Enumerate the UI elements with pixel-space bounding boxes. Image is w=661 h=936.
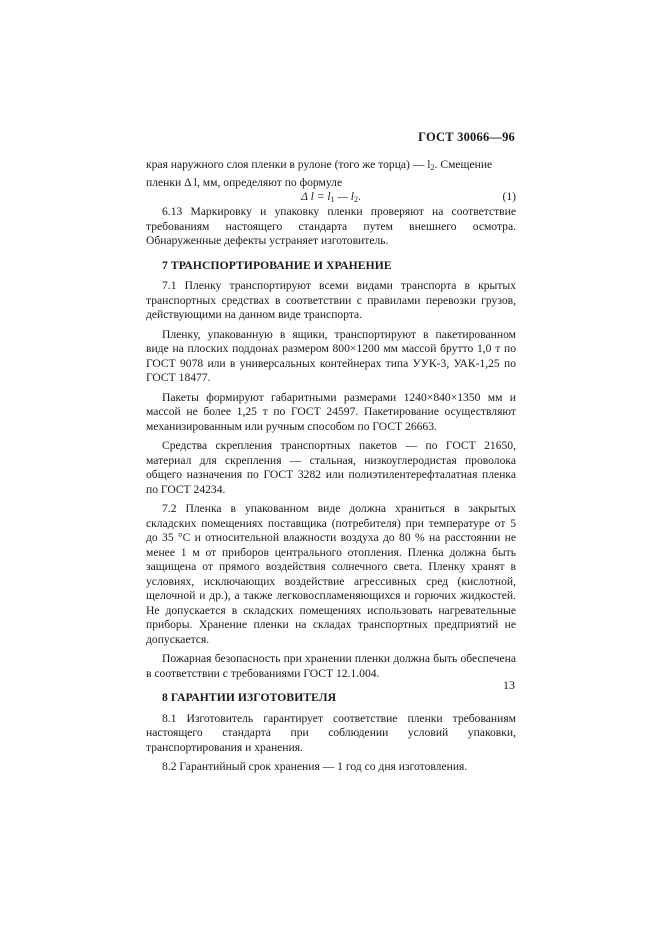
subscript: 1 <box>330 195 335 204</box>
subscript: 2 <box>430 163 435 172</box>
paragraph-7-2: 7.2 Пленка в упакованном виде должна храниться в закрытых складских помещениях поставщика (потребителя) при температуре от 5 до 35 °С и относительной влажности воздуха до 80 % на расстоянии не менее 1 м от приборов центрального отопления. Пленка должна быть защищена от прямого воздействия солнечного света. Пленку хранят в условиях, исключающих воздействие агрессивных сред (кислотной, щелочной и др.), а также легковоспламеняющихся и горючих жидкостей. Не допускается в складских помещениях использовать нагревательные приборы. Хранение пленки на складах транспортных предприятий не допускается. <box>146 502 516 646</box>
document-body <box>146 158 516 775</box>
formula-row <box>146 190 516 205</box>
document-code-header: ГОСТ 30066—96 <box>418 130 515 144</box>
page-number: 13 <box>503 678 515 692</box>
subscript: 2 <box>353 195 358 204</box>
formula-lhs: Δ l = l <box>301 190 331 203</box>
paragraph-7-1-fastening: Средства скрепления транспортных пакетов — по ГОСТ 21650, материал для скрепления — стальная, низкоуглеродистая проволока общего назначения по ГОСТ 3282 или полиэтилентерефталатная пленка по ГОСТ 24234. <box>146 439 516 496</box>
formula-rhs: — l <box>334 190 354 203</box>
section-8-title: 8 ГАРАНТИИ ИЗГОТОВИТЕЛЯ <box>162 691 337 704</box>
paragraph-8-1: 8.1 Изготовитель гарантирует соответствие пленки требованиям настоящего стандарта при соблюдении условий упаковки, транспортирования и хранения. <box>146 711 516 754</box>
paragraph-7-2-fire-safety: Пожарная безопасность при хранении пленки должна быть обеспечена в соответствии с требованиями ГОСТ 12.1.004. <box>146 652 516 680</box>
paragraph-continuation <box>146 158 516 190</box>
text-fragment: . Смещение <box>434 158 493 171</box>
section-7-title: 7 ТРАНСПОРТИРОВАНИЕ И ХРАНЕНИЕ <box>162 258 392 272</box>
text-fragment: края наружного слоя пленки в рулоне (того же торца) — l <box>146 158 431 171</box>
paragraph-6-13: 6.13 Маркировку и упаковку пленки проверяют на соответствие требованиям настоящего стандарта путем внешнего осмотра. Обнаруженные дефекты устраняет изготовитель. <box>146 205 516 247</box>
paragraph-8-2: 8.2 Гарантийный срок хранения — 1 год со дня изготовления. <box>162 760 468 773</box>
formula-end: . <box>357 190 361 203</box>
formula <box>146 190 516 208</box>
formula-number: (1) <box>502 190 516 203</box>
paragraph-7-1: 7.1 Пленку транспортируют всеми видами транспорта в крытых транспортных средствах в соответствии с правилами перевозки грузов, действующими на данном виде транспорта. <box>146 279 516 321</box>
paragraph-7-1-packaging: Пленку, упакованную в ящики, транспортируют в пакетированном виде на плоских поддонах размером 800×1200 мм массой брутто 1,0 т по ГОСТ 9078 или в универсальных контейнерах типа УУК-3, УАК-1,25 по ГОСТ 18477. <box>146 327 516 384</box>
text-fragment: пленки Δ l, мм, определяют по формуле <box>146 175 343 189</box>
paragraph-7-1-packets: Пакеты формируют габаритными размерами 1240×840×1350 мм и массой не более 1,25 т по ГОСТ 24597. Пакетирование осуществляют механизированным или ручным способом по ГОСТ 26663. <box>146 390 516 433</box>
